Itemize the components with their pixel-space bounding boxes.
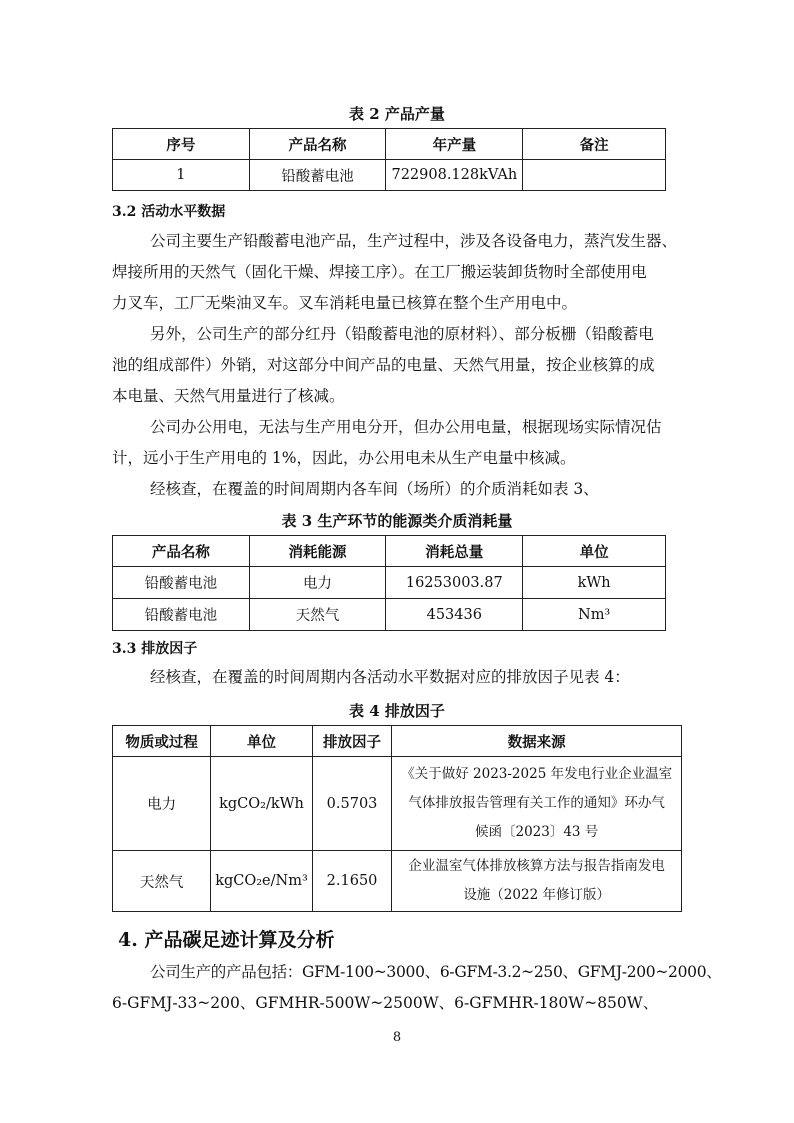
table3-cell: Nm³	[523, 599, 666, 631]
paragraph-line: 公司生产的产品包括：GFM-100~3000、6-GFM-3.2~250、GFMJ-200~2000、	[150, 963, 722, 981]
table2	[112, 128, 666, 191]
table2-header: 产品名称	[249, 129, 386, 160]
paragraph-line: 6-GFMJ-33~200、GFMHR-500W~2500W、6-GFMHR-180W~850W、	[112, 994, 659, 1012]
table3-header: 产品名称	[113, 536, 250, 567]
table2-cell: 722908.128kVAh	[386, 160, 523, 191]
table3-header-row	[113, 536, 666, 567]
table2-header-row	[113, 129, 666, 160]
page-number: 8	[392, 1030, 402, 1045]
table3-caption: 表 3 生产环节的能源类介质消耗量	[281, 512, 513, 530]
paragraph-line: 另外，公司生产的部分红丹（铅酸蓄电池的原材料）、部分板栅（铅酸蓄电	[150, 325, 654, 343]
table2-header: 备注	[523, 129, 666, 160]
section-4-heading: 4. 产品碳足迹计算及分析	[118, 929, 335, 951]
table3-cell: 天然气	[249, 599, 386, 631]
table4-header: 排放因子	[312, 726, 392, 757]
table3-cell: 453436	[386, 599, 523, 631]
table3	[112, 535, 666, 631]
table3-header: 消耗总量	[386, 536, 523, 567]
table2-caption: 表 2 产品产量	[349, 105, 445, 123]
paragraph-line: 公司办公用电，无法与生产用电分开，但办公用电量，根据现场实际情况估	[150, 418, 662, 436]
table4-cell: 2.1650	[312, 851, 392, 912]
table3-cell: 铅酸蓄电池	[113, 567, 250, 599]
table3-cell: 电力	[249, 567, 386, 599]
paragraph-line: 池的组成部件）外销，对这部分中间产品的电量、天然气用量，按企业核算的成	[112, 356, 655, 374]
source-line: 《关于做好 2023-2025 年发电行业企业温室	[401, 766, 673, 782]
section-4-body	[112, 957, 722, 1019]
paragraph-line: 本电量、天然气用量进行了核减。	[112, 387, 345, 405]
table4-header: 单位	[211, 726, 313, 757]
paragraph-line: 公司主要生产铅酸蓄电池产品，生产过程中，涉及各设备电力，蒸汽发生器、	[150, 232, 678, 250]
table3-header: 单位	[523, 536, 666, 567]
table2-header: 序号	[113, 129, 250, 160]
paragraph-line: 经核查，在覆盖的时间周期内各活动水平数据对应的排放因子见表 4：	[150, 668, 630, 686]
table3-header: 消耗能源	[249, 536, 386, 567]
section-3-3-heading: 3.3 排放因子	[112, 641, 198, 657]
section-3-3-body	[112, 662, 672, 693]
table4-cell: 电力	[113, 757, 211, 851]
section-3-2-body	[112, 226, 678, 505]
table-row	[113, 567, 666, 599]
table4-cell: kgCO₂/kWh	[211, 757, 313, 851]
table4-cell: kgCO₂e/Nm³	[211, 851, 313, 912]
table2-cell: 铅酸蓄电池	[249, 160, 386, 191]
table4-header: 数据来源	[392, 726, 682, 757]
table4-cell: 0.5703	[312, 757, 392, 851]
table3-cell: kWh	[523, 567, 666, 599]
source-line: 候函〔2023〕43 号	[474, 824, 599, 840]
table4-source-cell	[392, 851, 682, 912]
source-line: 设施（2022 年修订版）	[463, 887, 610, 903]
table4-header-row	[113, 726, 682, 757]
table-row	[113, 160, 666, 191]
table3-cell: 16253003.87	[386, 567, 523, 599]
source-line: 企业温室气体排放核算方法与报告指南发电	[408, 858, 665, 874]
table3-cell: 铅酸蓄电池	[113, 599, 250, 631]
table-row	[113, 851, 682, 912]
table2-cell	[523, 160, 666, 191]
table4-header: 物质或过程	[113, 726, 211, 757]
table4-caption: 表 4 排放因子	[349, 702, 445, 720]
table2-header: 年产量	[386, 129, 523, 160]
paragraph-line: 经核查，在覆盖的时间周期内各车间（场所）的介质消耗如表 3、	[150, 480, 599, 498]
paragraph-line: 焊接所用的天然气（固化干燥、焊接工序）。在工厂搬运装卸货物时全部使用电	[112, 263, 647, 281]
table4-cell: 天然气	[113, 851, 211, 912]
table4	[112, 725, 682, 912]
table-row	[113, 757, 682, 851]
section-3-2-heading: 3.2 活动水平数据	[112, 204, 226, 220]
table-row	[113, 599, 666, 631]
paragraph-line: 计，远小于生产用电的 1%，因此，办公用电未从生产电量中核减。	[112, 449, 576, 467]
table2-cell: 1	[113, 160, 250, 191]
paragraph-line: 力叉车，工厂无柴油叉车。叉车消耗电量已核算在整个生产用电中。	[112, 294, 578, 312]
table4-source-cell	[392, 757, 682, 851]
source-line: 气体排放报告管理有关工作的通知》环办气	[408, 795, 665, 811]
